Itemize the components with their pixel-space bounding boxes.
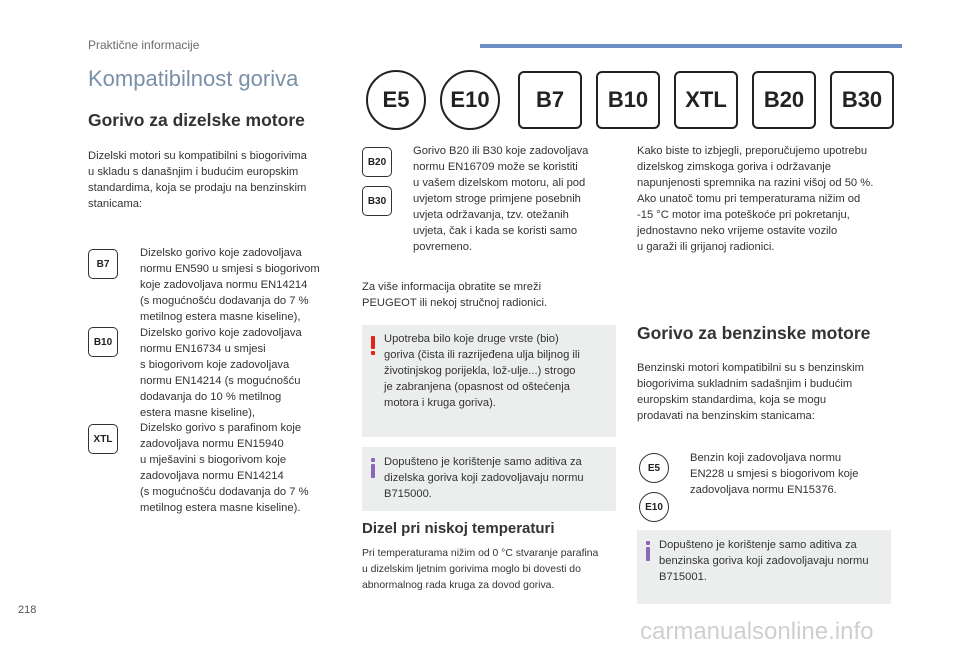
line: napunjenosti spremnika na razini višoj od 50 %.	[637, 177, 874, 189]
low-temp-text	[362, 546, 624, 594]
line: prodavati na benzinskim stanicama:	[637, 410, 815, 422]
header-rule	[480, 44, 902, 48]
line: dodavanja do 10 % metilnog	[140, 391, 282, 403]
line: normu EN16709 može se koristiti	[413, 161, 578, 173]
petrol-heading: Gorivo za benzinske motore	[637, 323, 871, 343]
line: Gorivo B20 ili B30 koje zadovoljava	[413, 145, 589, 157]
badge-e5: E5	[366, 70, 426, 130]
line: Dizelski motori su kompatibilni s biogorivima	[88, 150, 307, 162]
diesel-info-text	[384, 454, 612, 502]
line: Benzin koji zadovoljava normu	[690, 452, 842, 464]
line: Dopušteno je korištenje samo aditiva za	[659, 539, 857, 551]
warning-box	[362, 325, 616, 437]
line: u dizelskim ljetnim gorivima moglo bi dovesti do	[362, 564, 581, 575]
fuel-badge-e5: E5	[639, 453, 669, 483]
diesel-item-b10	[140, 325, 350, 421]
fuel-badge-e10: E10	[639, 492, 669, 522]
fuel-badge-b20: B20	[362, 147, 392, 177]
winter-advice-text	[637, 143, 899, 255]
watermark: carmanualsonline.info	[640, 618, 874, 645]
fuel-badge-b30: B30	[362, 186, 392, 216]
line: abnormalnog rada kruga za dovod goriva.	[362, 580, 555, 591]
line: uvjeta održavanja, tzv. otežanih	[413, 209, 569, 221]
line: biogorivima sukladnim sadašnjim i budućim	[637, 378, 853, 390]
info-icon	[645, 541, 651, 561]
line: -15 °C motor ima poteškoće pri pokretanju,	[637, 209, 850, 221]
line: u garaži ili grijanoj radionici.	[637, 241, 775, 253]
line: EN228 u smjesi s biogorivom koje	[690, 468, 859, 480]
fuel-badge-xtl: XTL	[88, 424, 118, 454]
petrol-info-box	[637, 530, 891, 604]
line: estera masne kiseline),	[140, 407, 256, 419]
line: Za više informacija obratite se mreži	[362, 281, 542, 293]
line: u mješavini s biogorivom koje	[140, 454, 287, 466]
badge-b10: B10	[596, 71, 660, 129]
line: u vašem dizelskom motoru, ali pod	[413, 177, 586, 189]
line: Pri temperaturama nižim od 0 °C stvaranje parafina	[362, 548, 599, 559]
diesel-intro	[88, 148, 338, 212]
line: Dopušteno je korištenje samo aditiva za	[384, 456, 582, 468]
line: benzinska goriva koji zadovoljavaju normu	[659, 555, 869, 567]
line: Benzinski motori kompatibilni su s benzinskim	[637, 362, 864, 374]
diesel-info-box	[362, 447, 616, 511]
b20-b30-text	[413, 143, 623, 255]
fuel-badge-b7: B7	[88, 249, 118, 279]
line: Dizelsko gorivo koje zadovoljava	[140, 327, 302, 339]
line: Upotreba bilo koje druge vrste (bio)	[384, 333, 559, 345]
badge-xtl: XTL	[674, 71, 738, 129]
diesel-heading: Gorivo za dizelske motore	[88, 110, 305, 130]
line: B715001.	[659, 571, 707, 583]
line: u skladu s današnjim i budućim europskim	[88, 166, 299, 178]
line: metilnog estera masne kiseline).	[140, 502, 301, 514]
line: Ako unatoč tomu pri temperaturama nižim od	[637, 193, 861, 205]
badge-e10: E10	[440, 70, 500, 130]
warning-text	[384, 331, 612, 411]
line: zadovoljava normu EN15376.	[690, 484, 837, 496]
line: normu EN14214 (s mogućnošću	[140, 375, 301, 387]
badge-b7: B7	[518, 71, 582, 129]
low-temp-heading: Dizel pri niskoj temperaturi	[362, 520, 555, 537]
line: jednostavno neko vrijeme ostavite vozilo	[637, 225, 838, 237]
line: (s mogućnošću dodavanja do 7 %	[140, 486, 309, 498]
line: normu EN16734 u smjesi	[140, 343, 266, 355]
line: motora i kruga goriva).	[384, 397, 496, 409]
petrol-info-text	[659, 537, 887, 585]
line: PEUGEOT ili nekoj stručnoj radionici.	[362, 297, 548, 309]
line: zadovoljava normu EN14214	[140, 470, 284, 482]
line: (s mogućnošću dodavanja do 7 %	[140, 295, 309, 307]
badge-b30: B30	[830, 71, 894, 129]
info-icon	[370, 458, 376, 478]
line: standardima, koja se prodaju na benzinskim	[88, 182, 307, 194]
more-info-text	[362, 279, 622, 311]
line: Dizelsko gorivo koje zadovoljava	[140, 247, 302, 259]
line: goriva (čista ili razrijeđena ulja biljnog ili	[384, 349, 580, 361]
line: normu EN590 u smjesi s biogorivom	[140, 263, 320, 275]
line: je zabranjena (opasnost od oštećenja	[384, 381, 570, 393]
line: zadovoljava normu EN15940	[140, 438, 284, 450]
petrol-item-text	[690, 450, 900, 498]
diesel-item-xtl	[140, 420, 350, 516]
line: dizelskog zimskoga goriva i održavanje	[637, 161, 832, 173]
line: povremeno.	[413, 241, 473, 253]
petrol-intro	[637, 360, 899, 424]
badge-b20: B20	[752, 71, 816, 129]
page-number: 218	[18, 604, 37, 616]
line: europskim standardima, koja se mogu	[637, 394, 827, 406]
line: Dizelsko gorivo s parafinom koje	[140, 422, 302, 434]
line: s biogorivom koje zadovoljava	[140, 359, 290, 371]
line: Kako biste to izbjegli, preporučujemo upotrebu	[637, 145, 868, 157]
fuel-badge-b10: B10	[88, 327, 118, 357]
warning-icon	[370, 336, 376, 356]
line: uvjeta, čak i kada se koristi samo	[413, 225, 578, 237]
line: dizelska goriva koji zadovoljavaju normu	[384, 472, 584, 484]
line: koje zadovoljava normu EN14214	[140, 279, 308, 291]
line: stanicama:	[88, 198, 143, 210]
section-label: Praktične informacije	[88, 38, 200, 52]
line: životinjskog porijekla, lož-ulje...) strogo	[384, 365, 576, 377]
line: metilnog estera masne kiseline),	[140, 311, 301, 323]
page-title: Kompatibilnost goriva	[88, 66, 299, 91]
diesel-item-b7	[140, 245, 350, 325]
line: B715000.	[384, 488, 432, 500]
line: uvjetom stroge primjene posebnih	[413, 193, 581, 205]
